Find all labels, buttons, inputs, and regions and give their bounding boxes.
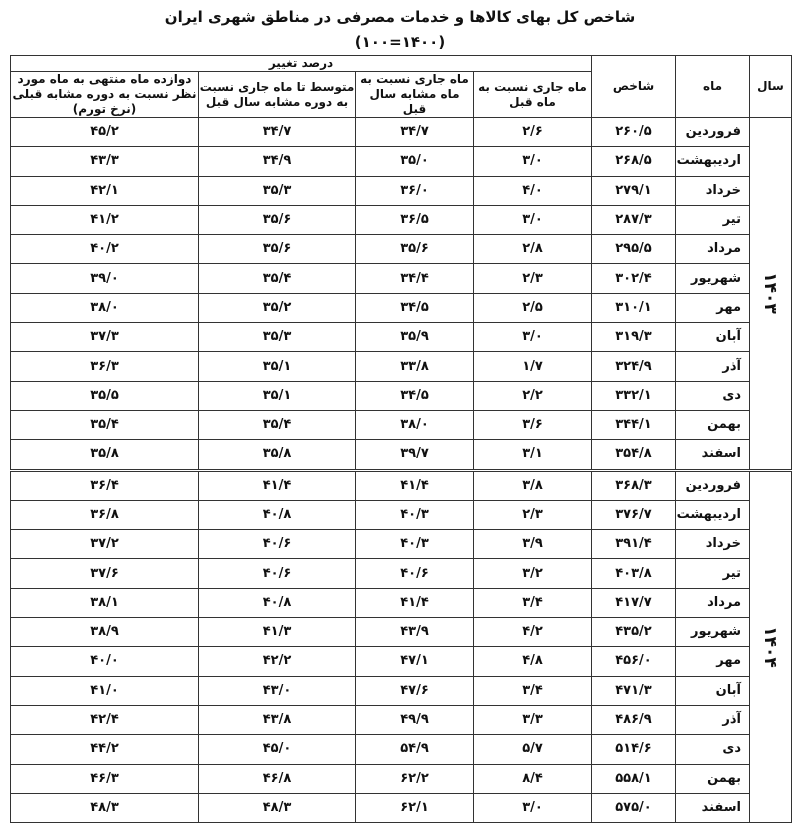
cell-month: آبان xyxy=(676,323,750,352)
table-row xyxy=(11,559,792,588)
cell-yoy: ۳۴/۴ xyxy=(356,264,474,293)
cell-index: ۵۵۸/۱ xyxy=(592,764,676,793)
cell-twelve: ۳۶/۳ xyxy=(11,352,199,381)
cell-index: ۲۶۸/۵ xyxy=(592,147,676,176)
cell-avg: ۴۰/۶ xyxy=(199,559,356,588)
cell-mom: ۳/۰ xyxy=(474,323,592,352)
cell-mom: ۳/۳ xyxy=(474,705,592,734)
cell-month: تیر xyxy=(676,559,750,588)
header-month: ماه xyxy=(676,56,750,118)
cell-twelve: ۳۸/۰ xyxy=(11,293,199,322)
year-label: ۱۴۰۳ xyxy=(760,272,781,315)
cell-twelve: ۳۶/۴ xyxy=(11,470,199,500)
cell-avg: ۳۵/۱ xyxy=(199,381,356,410)
cell-mom: ۳/۲ xyxy=(474,559,592,588)
cell-index: ۴۰۳/۸ xyxy=(592,559,676,588)
cell-twelve: ۴۰/۲ xyxy=(11,235,199,264)
cell-twelve: ۳۶/۸ xyxy=(11,500,199,529)
header-avg: متوسط تا ماه جاری نسبت به دوره مشابه سال قبل xyxy=(199,72,356,118)
cell-mom: ۲/۵ xyxy=(474,293,592,322)
cell-yoy: ۴۹/۹ xyxy=(356,705,474,734)
cell-index: ۳۷۶/۷ xyxy=(592,500,676,529)
cell-mom: ۳/۰ xyxy=(474,205,592,234)
cell-month: مهر xyxy=(676,647,750,676)
cell-month: مرداد xyxy=(676,588,750,617)
cell-mom: ۳/۹ xyxy=(474,530,592,559)
table-row xyxy=(11,470,792,500)
table-row xyxy=(11,293,792,322)
cell-avg: ۳۵/۶ xyxy=(199,205,356,234)
table-row xyxy=(11,676,792,705)
cell-mom: ۵/۷ xyxy=(474,735,592,764)
cell-twelve: ۴۱/۲ xyxy=(11,205,199,234)
table-row xyxy=(11,618,792,647)
cell-mom: ۴/۸ xyxy=(474,647,592,676)
cell-twelve: ۴۶/۳ xyxy=(11,764,199,793)
cell-month: تیر xyxy=(676,205,750,234)
cell-yoy: ۴۰/۳ xyxy=(356,530,474,559)
cell-index: ۳۵۴/۸ xyxy=(592,440,676,470)
table-row xyxy=(11,118,792,147)
header-percent-change: درصد تغییر xyxy=(11,56,592,72)
cell-mom: ۳/۸ xyxy=(474,470,592,500)
cell-index: ۳۰۲/۴ xyxy=(592,264,676,293)
cell-index: ۴۳۵/۲ xyxy=(592,618,676,647)
cell-avg: ۳۵/۱ xyxy=(199,352,356,381)
cell-avg: ۳۴/۷ xyxy=(199,118,356,147)
cell-yoy: ۴۷/۶ xyxy=(356,676,474,705)
cell-mom: ۳/۶ xyxy=(474,410,592,439)
cell-avg: ۴۱/۴ xyxy=(199,470,356,500)
cell-twelve: ۳۵/۵ xyxy=(11,381,199,410)
cell-avg: ۴۲/۲ xyxy=(199,647,356,676)
cell-month: آذر xyxy=(676,705,750,734)
cell-month: اسفند xyxy=(676,793,750,822)
table-row xyxy=(11,705,792,734)
cell-mom: ۲/۳ xyxy=(474,500,592,529)
cell-twelve: ۴۲/۱ xyxy=(11,176,199,205)
cell-yoy: ۳۵/۰ xyxy=(356,147,474,176)
cell-twelve: ۴۴/۲ xyxy=(11,735,199,764)
cell-index: ۳۳۲/۱ xyxy=(592,381,676,410)
cell-yoy: ۳۶/۰ xyxy=(356,176,474,205)
cell-mom: ۴/۰ xyxy=(474,176,592,205)
cell-month: دی xyxy=(676,735,750,764)
cell-mom: ۲/۶ xyxy=(474,118,592,147)
cell-mom: ۳/۴ xyxy=(474,676,592,705)
cell-twelve: ۳۸/۱ xyxy=(11,588,199,617)
cell-index: ۴۱۷/۷ xyxy=(592,588,676,617)
cell-mom: ۱/۷ xyxy=(474,352,592,381)
cell-twelve: ۳۷/۲ xyxy=(11,530,199,559)
table-row xyxy=(11,735,792,764)
cell-mom: ۴/۲ xyxy=(474,618,592,647)
cell-avg: ۳۴/۹ xyxy=(199,147,356,176)
year-cell xyxy=(750,118,792,471)
cell-mom: ۳/۰ xyxy=(474,793,592,822)
cell-avg: ۳۵/۸ xyxy=(199,440,356,470)
cell-twelve: ۳۷/۳ xyxy=(11,323,199,352)
table-title: شاخص کل بهای کالاها و خدمات مصرفی در مناطق شهری ایران xyxy=(164,8,636,26)
header-twelve-month: دوازده ماه منتهی به ماه مورد نظر نسبت به دوره مشابه قبلی (نرخ تورم) xyxy=(11,72,199,118)
cell-month: اردیبهشت xyxy=(676,147,750,176)
table-row xyxy=(11,205,792,234)
year-cell xyxy=(750,470,792,823)
cell-mom: ۲/۸ xyxy=(474,235,592,264)
cell-mom: ۲/۲ xyxy=(474,381,592,410)
table-row xyxy=(11,410,792,439)
cell-twelve: ۴۸/۳ xyxy=(11,793,199,822)
table-subtitle: (۱۴۰۰=۱۰۰) xyxy=(354,33,446,51)
cell-month: اردیبهشت xyxy=(676,500,750,529)
table-row xyxy=(11,352,792,381)
cell-avg: ۳۵/۴ xyxy=(199,264,356,293)
cell-avg: ۴۰/۸ xyxy=(199,500,356,529)
cell-twelve: ۴۳/۳ xyxy=(11,147,199,176)
cell-month: بهمن xyxy=(676,410,750,439)
cell-month: مهر xyxy=(676,293,750,322)
table-row xyxy=(11,588,792,617)
cell-yoy: ۴۰/۳ xyxy=(356,500,474,529)
cell-month: فروردین xyxy=(676,118,750,147)
table-row xyxy=(11,235,792,264)
cell-twelve: ۴۰/۰ xyxy=(11,647,199,676)
cell-avg: ۳۵/۴ xyxy=(199,410,356,439)
cell-month: فروردین xyxy=(676,470,750,500)
cell-twelve: ۳۵/۴ xyxy=(11,410,199,439)
table-row xyxy=(11,530,792,559)
cell-month: دی xyxy=(676,381,750,410)
cell-yoy: ۳۵/۶ xyxy=(356,235,474,264)
table-row xyxy=(11,176,792,205)
cell-twelve: ۳۸/۹ xyxy=(11,618,199,647)
cell-twelve: ۳۵/۸ xyxy=(11,440,199,470)
cell-index: ۴۵۶/۰ xyxy=(592,647,676,676)
cell-month: اسفند xyxy=(676,440,750,470)
cell-month: خرداد xyxy=(676,176,750,205)
cell-index: ۳۹۱/۴ xyxy=(592,530,676,559)
cell-yoy: ۳۴/۵ xyxy=(356,381,474,410)
cell-index: ۳۴۴/۱ xyxy=(592,410,676,439)
cell-index: ۳۱۹/۳ xyxy=(592,323,676,352)
inflation-table xyxy=(10,55,792,823)
cell-yoy: ۵۴/۹ xyxy=(356,735,474,764)
cell-index: ۳۱۰/۱ xyxy=(592,293,676,322)
cell-yoy: ۳۳/۸ xyxy=(356,352,474,381)
cell-twelve: ۳۷/۶ xyxy=(11,559,199,588)
cell-month: آذر xyxy=(676,352,750,381)
table-row xyxy=(11,440,792,470)
cell-yoy: ۴۷/۱ xyxy=(356,647,474,676)
cell-mom: ۲/۳ xyxy=(474,264,592,293)
cell-avg: ۴۵/۰ xyxy=(199,735,356,764)
cell-month: شهریور xyxy=(676,618,750,647)
cell-yoy: ۳۹/۷ xyxy=(356,440,474,470)
cell-mom: ۸/۴ xyxy=(474,764,592,793)
table-row xyxy=(11,500,792,529)
table-row xyxy=(11,323,792,352)
cell-yoy: ۶۲/۲ xyxy=(356,764,474,793)
cell-yoy: ۳۶/۵ xyxy=(356,205,474,234)
header-mom: ماه جاری نسبت به ماه قبل xyxy=(474,72,592,118)
cell-index: ۲۸۷/۳ xyxy=(592,205,676,234)
table-row xyxy=(11,147,792,176)
cell-yoy: ۴۰/۶ xyxy=(356,559,474,588)
cell-yoy: ۳۴/۷ xyxy=(356,118,474,147)
cell-avg: ۴۰/۸ xyxy=(199,588,356,617)
cell-yoy: ۳۵/۹ xyxy=(356,323,474,352)
table-row xyxy=(11,264,792,293)
cell-avg: ۴۳/۰ xyxy=(199,676,356,705)
cell-mom: ۳/۴ xyxy=(474,588,592,617)
cell-yoy: ۴۱/۴ xyxy=(356,588,474,617)
cell-avg: ۳۵/۳ xyxy=(199,176,356,205)
cell-mom: ۳/۱ xyxy=(474,440,592,470)
cell-twelve: ۳۹/۰ xyxy=(11,264,199,293)
table-row xyxy=(11,647,792,676)
cell-month: بهمن xyxy=(676,764,750,793)
cell-yoy: ۶۲/۱ xyxy=(356,793,474,822)
cell-avg: ۳۵/۳ xyxy=(199,323,356,352)
cell-index: ۲۷۹/۱ xyxy=(592,176,676,205)
cell-avg: ۴۳/۸ xyxy=(199,705,356,734)
cell-twelve: ۴۱/۰ xyxy=(11,676,199,705)
cell-yoy: ۴۱/۴ xyxy=(356,470,474,500)
cell-avg: ۴۰/۶ xyxy=(199,530,356,559)
header-index: شاخص xyxy=(592,56,676,118)
cell-avg: ۴۶/۸ xyxy=(199,764,356,793)
cell-yoy: ۳۸/۰ xyxy=(356,410,474,439)
cell-avg: ۳۵/۲ xyxy=(199,293,356,322)
cell-avg: ۴۱/۳ xyxy=(199,618,356,647)
table-row xyxy=(11,793,792,822)
cell-index: ۲۹۵/۵ xyxy=(592,235,676,264)
header-yoy: ماه جاری نسبت به ماه مشابه سال قبل xyxy=(356,72,474,118)
cell-month: مرداد xyxy=(676,235,750,264)
cell-index: ۳۲۴/۹ xyxy=(592,352,676,381)
cell-index: ۲۶۰/۵ xyxy=(592,118,676,147)
cell-avg: ۳۵/۶ xyxy=(199,235,356,264)
cell-twelve: ۴۲/۴ xyxy=(11,705,199,734)
table-body xyxy=(11,118,792,823)
table-row xyxy=(11,764,792,793)
header-year: سال xyxy=(750,56,792,118)
year-label: ۱۴۰۴ xyxy=(760,626,781,668)
cell-avg: ۴۸/۳ xyxy=(199,793,356,822)
cell-twelve: ۴۵/۲ xyxy=(11,118,199,147)
cell-month: خرداد xyxy=(676,530,750,559)
cell-index: ۴۷۱/۳ xyxy=(592,676,676,705)
cell-index: ۵۱۴/۶ xyxy=(592,735,676,764)
cell-month: آبان xyxy=(676,676,750,705)
cell-month: شهریور xyxy=(676,264,750,293)
cell-index: ۵۷۵/۰ xyxy=(592,793,676,822)
cell-index: ۴۸۶/۹ xyxy=(592,705,676,734)
cell-yoy: ۳۴/۵ xyxy=(356,293,474,322)
table-row xyxy=(11,381,792,410)
cell-mom: ۳/۰ xyxy=(474,147,592,176)
cell-yoy: ۴۳/۹ xyxy=(356,618,474,647)
cell-index: ۳۶۸/۳ xyxy=(592,470,676,500)
